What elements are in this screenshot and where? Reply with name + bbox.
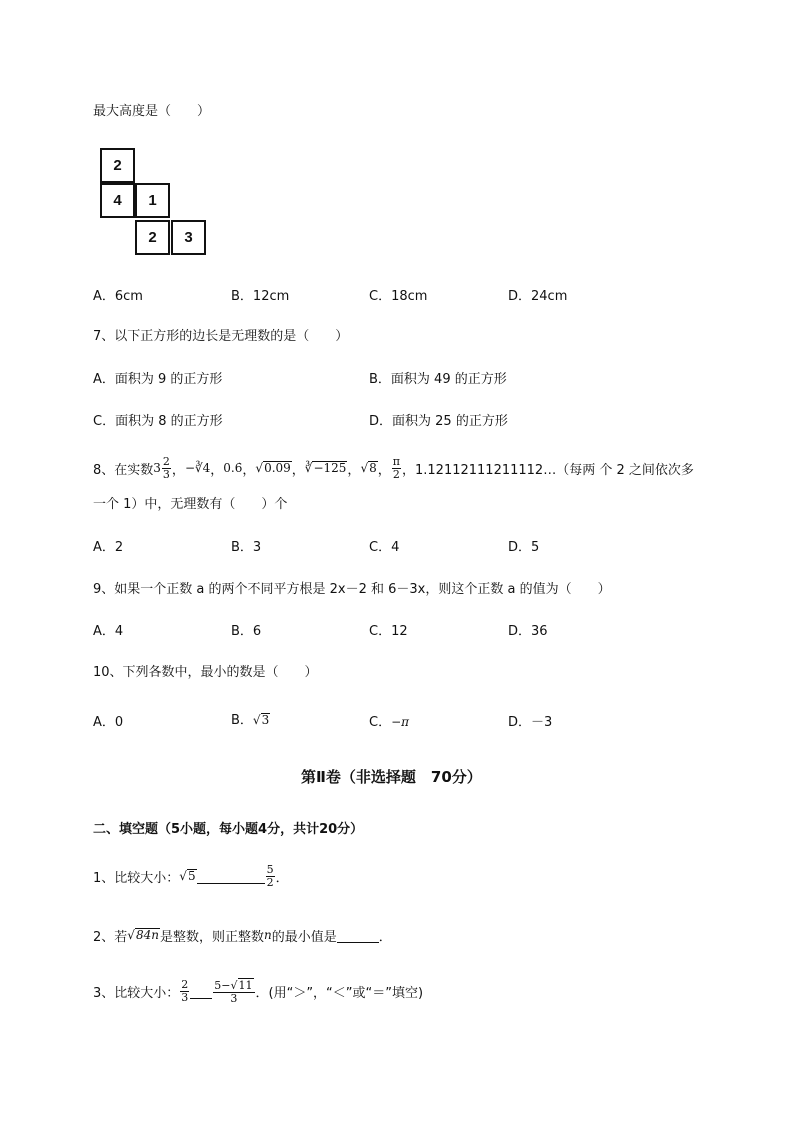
option-b: B．6: [231, 624, 262, 639]
question-tail: 最大高度是（ ）: [93, 104, 211, 119]
separator: ，: [171, 462, 185, 478]
sqrt-expression: √8: [360, 461, 377, 475]
option-b: B．3: [231, 540, 262, 555]
fraction-numerator: 2: [162, 454, 170, 468]
sqrt-expression: √5: [179, 869, 196, 883]
fraction-numerator: 5: [266, 862, 274, 876]
radicand: 5: [187, 869, 196, 883]
fraction: [213, 978, 254, 1005]
answer-blank[interactable]: [190, 984, 212, 999]
question-9-stem: 9、如果一个正数 a 的两个不同平方根是 2x－2 和 6－3x，则这个正数 a 的值为（ ）: [93, 582, 611, 597]
fill2-prefix: 2、若: [93, 929, 128, 945]
fill1-prefix: 1、比较大小：: [93, 870, 180, 886]
separator: ，: [291, 462, 305, 478]
question-8-stem-line2: 一个 1）中，无理数有（ ）个: [93, 497, 288, 512]
grid-cell: 3: [171, 220, 206, 255]
option-c-label: C．: [369, 715, 392, 730]
repeating-decimal: 0.6̇: [223, 461, 243, 475]
separator: ，: [347, 462, 361, 478]
grid-cell: 1: [135, 183, 170, 218]
fraction-numerator: 5−√11: [214, 978, 253, 992]
section-title: 第Ⅱ卷（非选择题 70分）: [301, 768, 482, 786]
fraction-denominator: 2: [392, 467, 400, 481]
numerator-prefix: 5−: [214, 978, 231, 992]
fill1-suffix: ．: [275, 870, 289, 886]
radicand: 0.09: [264, 461, 291, 475]
fraction-denominator: 2: [266, 875, 274, 889]
question-10-stem: 10、下列各数中，最小的数是（ ）: [93, 665, 318, 680]
answer-blank[interactable]: [337, 928, 379, 943]
q8-prefix: 8、在实数: [93, 462, 154, 478]
separator: ，: [401, 462, 415, 478]
grid-cell: 2: [100, 148, 135, 183]
radicand: 8: [369, 461, 377, 475]
fraction-denominator: 3: [230, 991, 238, 1005]
option-b: B．面积为 49 的正方形: [369, 372, 507, 387]
option-d: D．面积为 25 的正方形: [369, 414, 508, 429]
option-d: D．5: [508, 540, 540, 555]
fraction: [162, 456, 171, 481]
fraction-denominator: 3: [181, 990, 189, 1004]
neg-pi: −π: [391, 715, 410, 729]
variable-n: n: [263, 928, 272, 942]
option-a: A．4: [93, 624, 124, 639]
fill3-suffix: ．(用“＞”，“＜”或“＝”填空): [255, 985, 424, 1001]
option-d: D．36: [508, 624, 548, 639]
cube-root-expression: ∛−125: [304, 461, 347, 475]
option-b: B．√3: [231, 713, 270, 728]
fill2-suffix: ．: [378, 929, 392, 945]
grid-cell: 4: [100, 183, 135, 218]
q8-long-number: 1.12112111211112…（每两 个 2 之间依次多: [415, 462, 694, 478]
option-a: A．0: [93, 715, 124, 730]
option-d: D．－3: [508, 715, 553, 730]
option-b-label: B．: [231, 713, 253, 728]
fill2-end: 的最小值是: [271, 929, 337, 945]
separator: ，: [242, 462, 256, 478]
fraction-numerator: π: [392, 454, 400, 468]
sqrt-expression: √0.09: [255, 461, 291, 475]
option-c: C．面积为 8 的正方形: [93, 414, 223, 429]
option-a: A．2: [93, 540, 124, 555]
option-c: C．18cm: [369, 289, 428, 304]
fill2-mid: 是整数，则正整数: [159, 929, 264, 945]
question-7-stem: 7、以下正方形的边长是无理数的是（ ）: [93, 329, 349, 344]
option-b: B．12cm: [231, 289, 290, 304]
radicand: −125: [313, 461, 347, 475]
answer-blank[interactable]: [197, 869, 265, 884]
section-subtitle: 二、填空题（5小题，每小题4分，共计20分）: [93, 822, 364, 837]
option-a: A．面积为 9 的正方形: [93, 372, 223, 387]
fraction-denominator: 3: [162, 467, 170, 481]
fraction: [392, 456, 401, 481]
fill-question-1: [93, 858, 289, 894]
radicand: 11: [238, 978, 253, 992]
separator: ，: [377, 462, 391, 478]
radicand: 84n: [135, 928, 159, 942]
grid-cell: 2: [135, 220, 170, 255]
fraction: [266, 864, 275, 889]
mixed-number-whole: 3: [153, 461, 161, 475]
fill3-prefix: 3、比较大小：: [93, 985, 180, 1001]
neg-cube-root-4: −∛4: [184, 461, 211, 475]
option-c: C．4: [369, 540, 400, 555]
fraction-numerator: 2: [181, 977, 189, 991]
option-d: D．24cm: [508, 289, 568, 304]
option-c: [369, 711, 409, 730]
radicand: 3: [261, 713, 270, 727]
option-a: A．6cm: [93, 289, 143, 304]
fraction: [180, 979, 189, 1004]
question-8-stem: [93, 452, 694, 484]
separator: ，: [210, 462, 224, 478]
option-c: C．12: [369, 624, 408, 639]
fill-question-2: [93, 925, 392, 945]
sqrt-expression: √84n: [127, 928, 159, 942]
fill-question-3: [93, 972, 423, 1010]
